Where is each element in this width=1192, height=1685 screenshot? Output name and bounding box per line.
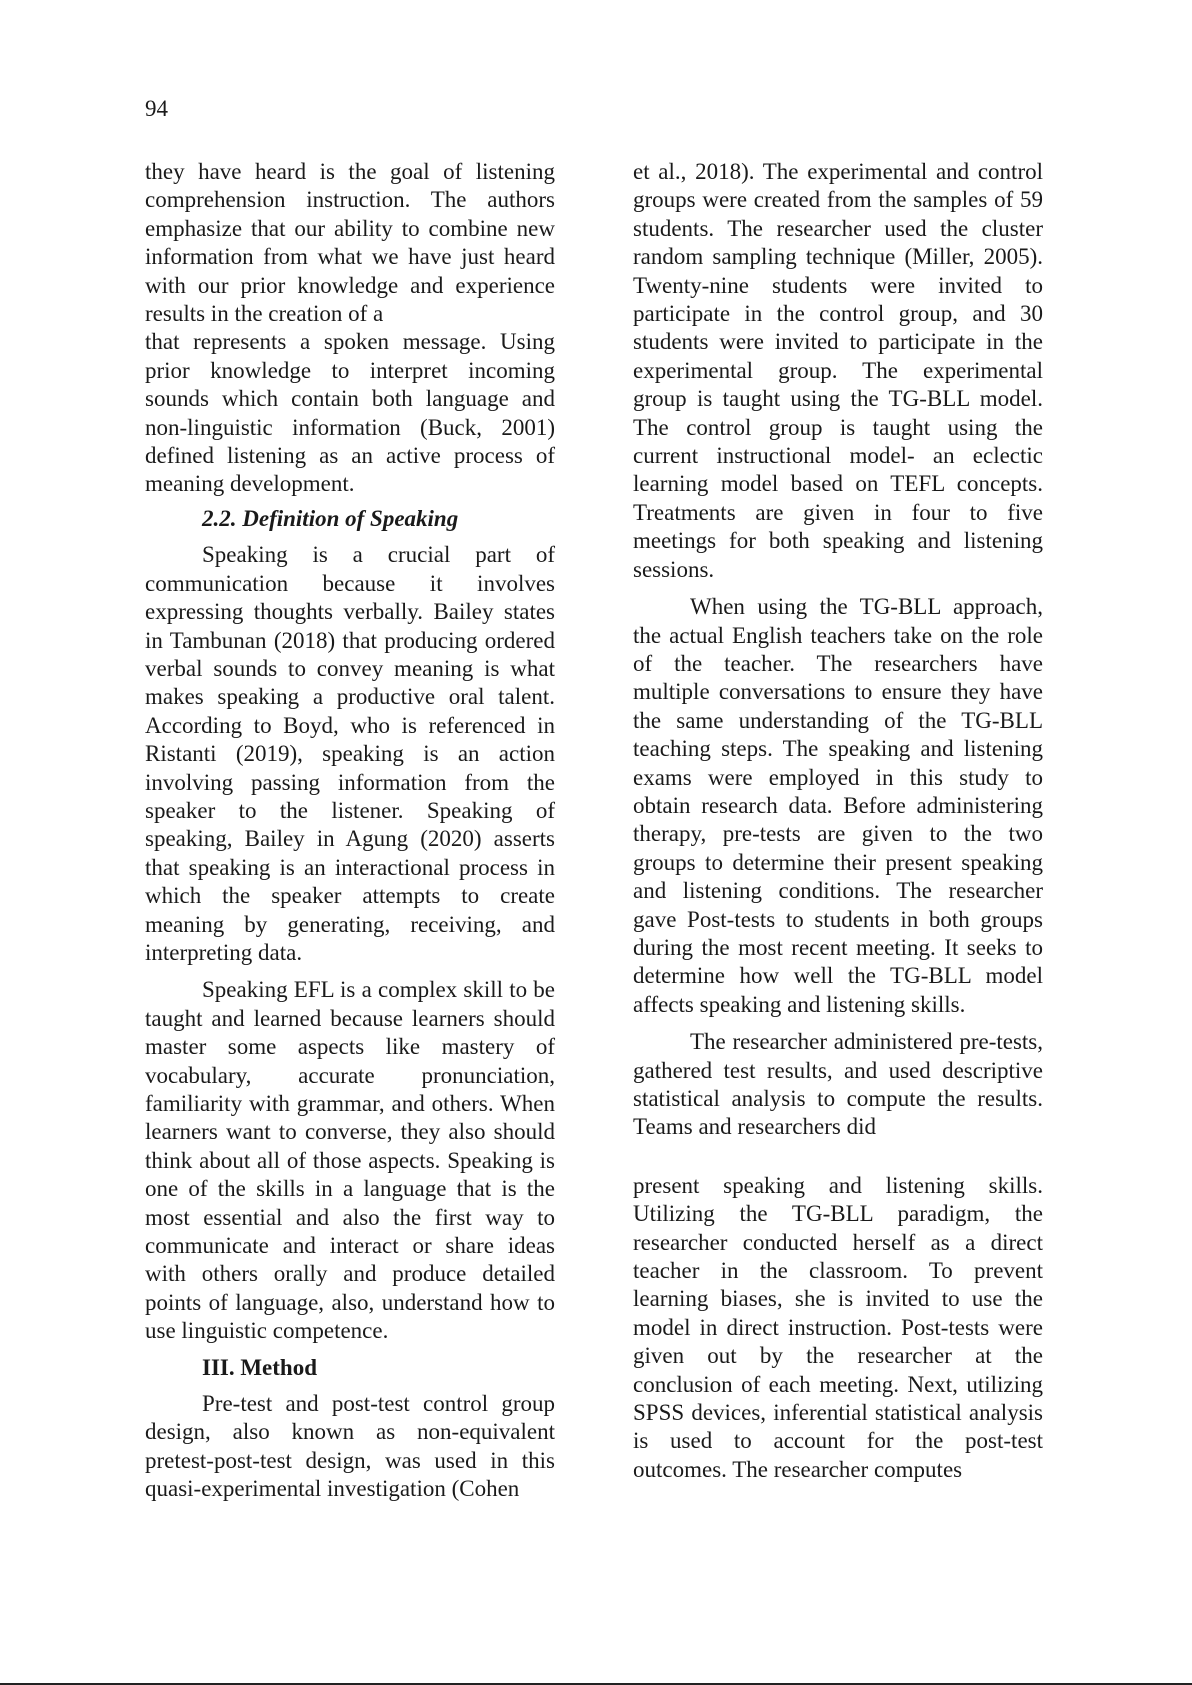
section-heading-method: III. Method — [202, 1354, 318, 1380]
paragraph: that represents a spoken message. Using prior knowledge to interpret incoming sounds which contain both language and non-linguistic information (Buck, 2001) defined listening as an active process of meaning development. — [145, 329, 555, 497]
paragraph: When using the TG-BLL approach, the actual English teachers take on the role of the teacher. The researchers have multiple conversations to ensure they have the same understanding of the TG-BLL teaching steps. The speaking and listening exams were employed in this study to obtain research data. Before administering therapy, pre-tests are given to the two groups to determine their present speaking and listening conditions. The researcher gave Post-tests to students in both groups during the most recent meeting. It seeks to determine how well the TG-BLL model affects speaking and listening skills. — [633, 594, 1043, 1017]
paragraph: they have heard is the goal of listening comprehension instruction. The authors emphasize that our ability to combine new information from what we have just heard with our prior knowledge and experience results in the creation of a — [145, 159, 555, 327]
section-heading-speaking: 2.2. Definition of Speaking — [202, 505, 459, 531]
left-column — [145, 158, 555, 1504]
paragraph: et al., 2018). The experimental and control groups were created from the samples of 59 students. The researcher used the cluster random sampling technique (Miller, 2005). Twenty-nine students were invited to participate in the control group, and 30 students were invited to participate in the experimental group. The experimental group is taught using the TG-BLL model. The control group is taught using the current instructional model- an eclectic learning model based on TEFL concepts. Treatments are given in four to five meetings for both speaking and listening sessions. — [633, 159, 1043, 582]
paragraph: Pre-test and post-test control group design, also known as non-equivalent pretest-post-test design, was used in this quasi-experimental investigation (Cohen — [145, 1391, 555, 1502]
right-column — [633, 158, 1043, 1484]
paragraph: Speaking EFL is a complex skill to be taught and learned because learners should master some aspects like mastery of vocabulary, accurate pronunciation, familiarity with grammar, and others. When learners want to converse, they also should think about all of those aspects. Speaking is one of the skills in a language that is the most essential and also the first way to communicate and interact or share ideas with others orally and produce detailed points of language, also, understand how to use linguistic competence. — [145, 977, 555, 1344]
paragraph: present speaking and listening skills. Utilizing the TG-BLL paradigm, the researcher conducted herself as a direct teacher in the classroom. To prevent learning biases, she is invited to use the model in direct instruction. Post-tests were given out by the researcher at the conclusion of each meeting. Next, utilizing SPSS devices, inferential statistical analysis is used to account for the post-test outcomes. The researcher computes — [633, 1172, 1043, 1482]
paragraph: Speaking is a crucial part of communication because it involves expressing thoughts verbally. Bailey states in Tambunan (2018) that producing ordered verbal sounds to convey meaning is what makes speaking a productive oral talent. According to Boyd, who is referenced in Ristanti (2019), speaking is an action involving passing information from the speaker to the listener. Speaking of speaking, Bailey in Agung (2020) asserts that speaking is an interactional process in which the speaker attempts to create meaning by generating, receiving, and interpreting data. — [145, 542, 555, 965]
paragraph: The researcher administered pre-tests, gathered test results, and used descriptive statistical analysis to compute the results. Teams and researchers did — [633, 1029, 1043, 1140]
page-number: 94 — [145, 96, 168, 121]
blank-gap — [633, 1142, 1043, 1172]
